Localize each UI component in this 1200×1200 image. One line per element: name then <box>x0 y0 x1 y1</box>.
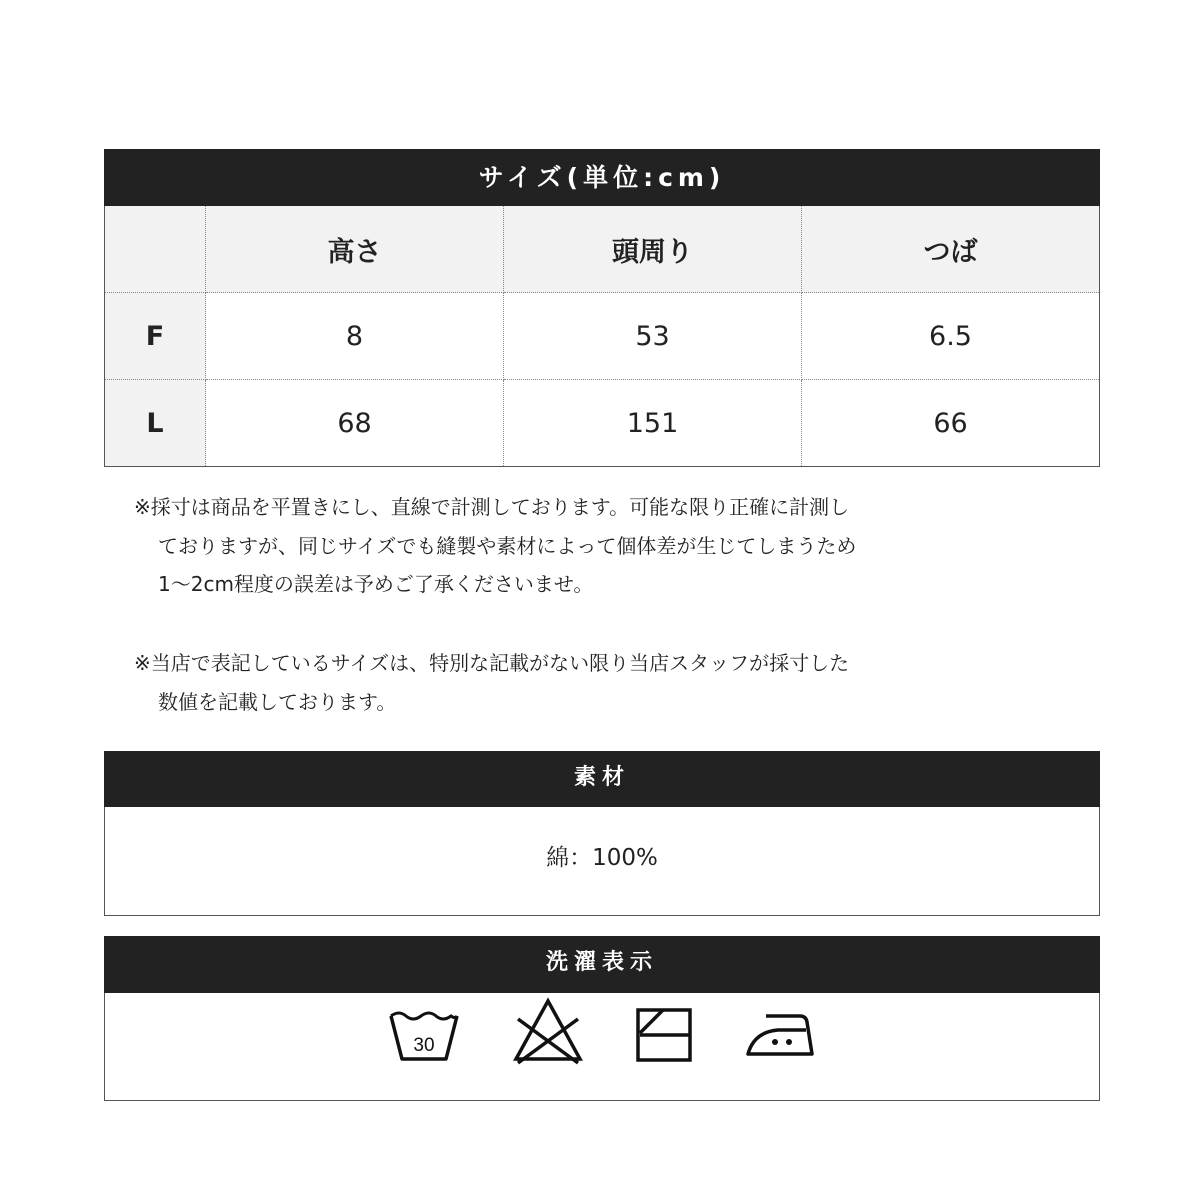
column-header-height: 高さ <box>206 206 504 293</box>
note-line: 数値を記載しております。 <box>158 689 397 714</box>
no-bleach-icon <box>510 997 586 1065</box>
table-row <box>105 293 1100 380</box>
wash-section-header: 洗濯表示 <box>104 936 1100 993</box>
column-header-brim: つば <box>802 206 1100 293</box>
note-line: ておりますが、同じサイズでも縫製や素材によって個体差が生じてしまうため <box>158 533 857 558</box>
size-section-header: サイズ(単位:cm) <box>104 149 1100 206</box>
wash-temperature-label: 30 <box>413 1035 435 1056</box>
material-box <box>104 807 1100 916</box>
shade-dry-icon <box>636 1008 692 1062</box>
column-header-head-circumference: 頭周り <box>504 206 802 293</box>
row-label-f: F <box>105 293 206 380</box>
size-table-header-row <box>105 206 1100 293</box>
wash-icons-box <box>104 993 1100 1101</box>
table-cell: 66 <box>933 407 968 439</box>
wash-30-icon <box>388 1009 460 1063</box>
size-source-note <box>134 644 1034 721</box>
table-cell: 6.5 <box>802 293 1100 380</box>
material-value: 綿：100% <box>546 845 658 871</box>
table-row <box>105 380 1100 467</box>
material-section-header: 素材 <box>104 751 1100 807</box>
note-line: ※採寸は商品を平置きにし、直線で計測しております。可能な限り正確に計測し <box>134 495 850 519</box>
note-line: 1〜2cm程度の誤差は予めご了承くださいませ。 <box>158 572 594 596</box>
size-table-corner <box>105 206 206 293</box>
iron-medium-icon <box>744 1010 816 1060</box>
table-cell: 53 <box>504 293 802 380</box>
note-line: ※当店で表記しているサイズは、特別な記載がない限り当店スタッフが採寸した <box>134 651 850 675</box>
table-cell: 151 <box>504 380 802 467</box>
size-table <box>104 206 1100 467</box>
table-cell: 8 <box>206 293 504 380</box>
row-label-l: L <box>105 380 206 467</box>
measurement-note <box>134 488 1034 604</box>
table-cell: 68 <box>206 380 504 467</box>
